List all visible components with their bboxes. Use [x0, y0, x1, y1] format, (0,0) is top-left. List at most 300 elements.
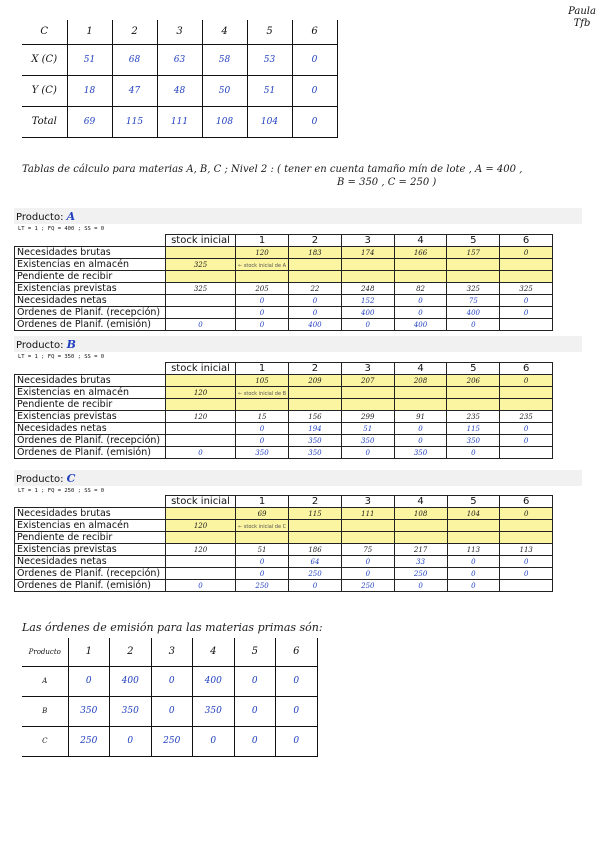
- mrp-value: 0: [198, 449, 203, 457]
- mrp-cell: [166, 411, 236, 423]
- mrp-cell: [166, 435, 236, 447]
- mrp-value: 0: [523, 377, 529, 385]
- table-row: [15, 508, 553, 520]
- mrp-column-header: 4: [394, 496, 447, 508]
- mrp-cell: [236, 283, 289, 295]
- mrp-cell: [394, 556, 447, 568]
- mrp-header-blank: [15, 496, 166, 508]
- mrp-cell: [500, 447, 553, 459]
- table-row: [15, 556, 553, 568]
- mrp-row-label: Necesidades brutas: [15, 375, 166, 387]
- mrp-column-header: 1: [236, 235, 289, 247]
- mrp-cell: [500, 520, 553, 532]
- mrp-cell: [236, 271, 289, 283]
- release-orders-table: [22, 638, 318, 757]
- table-row: [15, 520, 553, 532]
- mrp-cell: [341, 399, 394, 411]
- mrp-cell: [289, 580, 342, 592]
- mrp-cell: [500, 556, 553, 568]
- mrp-cell: [341, 259, 394, 271]
- mrp-value: 104: [466, 510, 481, 518]
- mrp-cell: [500, 295, 553, 307]
- mrp-cell: [341, 508, 394, 520]
- mrp-cell: [166, 580, 236, 592]
- table-row: [15, 295, 553, 307]
- mrp-value: 325: [193, 261, 208, 269]
- mrp-row-label: Necesidades brutas: [15, 508, 166, 520]
- table-row: [15, 580, 553, 592]
- mrp-cell: [289, 307, 342, 319]
- mrp-cell: [166, 271, 236, 283]
- table-row: [15, 532, 553, 544]
- mrp-value: 0: [259, 570, 265, 578]
- mrp-value: 325: [466, 285, 480, 293]
- mrp-value: 206: [466, 377, 481, 385]
- table-row: B 350 350 0 350 0 0: [22, 696, 317, 726]
- mrp-cell: [236, 295, 289, 307]
- mrp-value: 0: [471, 570, 476, 578]
- product-b-params: LT = 1 ; FQ = 350 ; SS = 0: [18, 354, 105, 360]
- mrp-value: 250: [308, 570, 322, 578]
- mrp-cell: [341, 283, 394, 295]
- mrp-value: 105: [255, 377, 269, 385]
- mrp-cell: [394, 295, 447, 307]
- mrp-value: 350: [308, 437, 322, 445]
- mrp-cell: [500, 319, 553, 331]
- mrp-value: 111: [361, 510, 375, 518]
- mrp-value: 350: [466, 437, 481, 445]
- mrp-row-label: Existencias previstas: [15, 411, 166, 423]
- stock-note: ← stock inicial de B: [238, 391, 287, 397]
- table-row: [15, 307, 553, 319]
- mrp-value: 250: [361, 582, 375, 590]
- product-c-params: LT = 1 ; FQ = 250 ; SS = 0: [18, 488, 105, 494]
- mrp-column-header: 6: [500, 363, 553, 375]
- mrp-cell: [236, 532, 289, 544]
- mrp-cell: [289, 568, 342, 580]
- mrp-cell: [341, 411, 394, 423]
- mrp-value: 15: [257, 413, 267, 421]
- mrp-cell: [341, 532, 394, 544]
- author-signature: Paula Tfb: [568, 6, 596, 29]
- mrp-column-header: 6: [500, 496, 553, 508]
- mrp-value: 120: [193, 389, 208, 397]
- mrp-value: 0: [471, 321, 476, 329]
- mrp-value: 400: [361, 309, 375, 317]
- mrp-cell: [394, 520, 447, 532]
- mrp-cell: [289, 447, 342, 459]
- mrp-column-header: stock inicial: [166, 235, 236, 247]
- mrp-value: 0: [259, 558, 265, 566]
- mrp-cell: [500, 508, 553, 520]
- mrp-value: 350: [308, 449, 322, 457]
- mrp-value: 51: [363, 425, 373, 433]
- mrp-value: 157: [466, 249, 480, 257]
- mrp-value: 235: [466, 413, 481, 421]
- mrp-cell: [447, 319, 500, 331]
- mrp-cell: [447, 247, 500, 259]
- mrp-cell: [236, 259, 289, 271]
- mrp-cell: [341, 319, 394, 331]
- table-row: X (C) 51 68 63 58 53 0: [22, 44, 337, 75]
- mrp-value: 209: [308, 377, 322, 385]
- mrp-cell: [341, 423, 394, 435]
- mrp-header-row: [15, 363, 553, 375]
- mrp-cell: [341, 271, 394, 283]
- mrp-cell: [447, 411, 500, 423]
- table-row: [15, 423, 553, 435]
- mrp-value: 350: [413, 449, 428, 457]
- mrp-value: 0: [418, 437, 423, 445]
- mrp-column-header: 1: [236, 363, 289, 375]
- mrp-cell: [447, 508, 500, 520]
- product-a-params: LT = 1 ; FQ = 400 ; SS = 0: [18, 226, 105, 232]
- mrp-value: 0: [418, 425, 423, 433]
- mrp-cell: [166, 508, 236, 520]
- mrp-cell: [447, 520, 500, 532]
- mrp-cell: [394, 375, 447, 387]
- mrp-cell: [394, 387, 447, 399]
- mrp-column-header: stock inicial: [166, 363, 236, 375]
- mrp-cell: [166, 259, 236, 271]
- mrp-cell: [341, 435, 394, 447]
- mrp-column-header: 2: [289, 363, 342, 375]
- mrp-cell: [166, 283, 236, 295]
- mrp-row-label: Existencias en almacén: [15, 259, 166, 271]
- mrp-cell: [341, 387, 394, 399]
- mrp-value: 0: [365, 570, 371, 578]
- mrp-value: 207: [361, 377, 375, 385]
- mrp-cell: [500, 580, 553, 592]
- mrp-cell: [236, 435, 289, 447]
- table-row: [15, 247, 553, 259]
- mrp-cell: [500, 423, 553, 435]
- mrp-cell: [500, 283, 553, 295]
- mrp-value: 75: [468, 297, 478, 305]
- mrp-value: 108: [413, 510, 428, 518]
- mrp-row-label: Existencias en almacén: [15, 520, 166, 532]
- mrp-value: 0: [365, 449, 370, 457]
- table-row: [15, 283, 553, 295]
- mrp-value: 0: [312, 309, 318, 317]
- mrp-cell: [394, 319, 447, 331]
- mrp-cell: [289, 556, 342, 568]
- mrp-column-header: 5: [447, 363, 500, 375]
- mrp-value: 156: [308, 413, 322, 421]
- mrp-cell: [236, 411, 289, 423]
- mrp-cell: [289, 544, 342, 556]
- mrp-value: 0: [523, 297, 529, 305]
- mrp-column-header: 4: [394, 363, 447, 375]
- mrp-cell: [394, 508, 447, 520]
- mrp-value: 0: [259, 437, 265, 445]
- mrp-cell: [447, 544, 500, 556]
- mrp-cell: [166, 387, 236, 399]
- mrp-column-header: 2: [289, 496, 342, 508]
- mrp-value: 0: [418, 309, 423, 317]
- mrp-cell: [341, 520, 394, 532]
- mrp-cell: [289, 247, 342, 259]
- mrp-cell: [289, 411, 342, 423]
- mrp-column-header: 6: [500, 235, 553, 247]
- mrp-row-label: Órdenes de Planif. (recepción): [15, 435, 166, 447]
- table-row: [15, 259, 553, 271]
- mrp-value: 0: [523, 510, 529, 518]
- mrp-row-label: Órdenes de Planif. (emisión): [15, 319, 166, 331]
- mrp-column-header: 3: [341, 363, 394, 375]
- mrp-cell: [447, 556, 500, 568]
- table-row: [15, 447, 553, 459]
- mrp-cell: [236, 423, 289, 435]
- mrp-cell: [236, 247, 289, 259]
- mrp-cell: [289, 387, 342, 399]
- mrp-cell: [236, 319, 289, 331]
- mrp-cell: [166, 423, 236, 435]
- mrp-cell: [447, 283, 500, 295]
- stock-note: ← stock inicial de C: [238, 524, 287, 530]
- mrp-column-header: 4: [394, 235, 447, 247]
- mrp-value: 166: [413, 249, 428, 257]
- mrp-value: 0: [198, 582, 203, 590]
- mrp-cell: [341, 375, 394, 387]
- mrp-value: 152: [361, 297, 375, 305]
- mrp-cell: [236, 508, 289, 520]
- mrp-cell: [341, 580, 394, 592]
- mrp-cell: [289, 271, 342, 283]
- mrp-cell: [289, 295, 342, 307]
- mrp-row-label: Existencias previstas: [15, 544, 166, 556]
- mrp-cell: [394, 399, 447, 411]
- mrp-value: 183: [308, 249, 322, 257]
- table-header-row: Producto 1 2 3 4 5 6: [22, 638, 317, 666]
- table-row: [15, 271, 553, 283]
- mrp-row-label: Existencias previstas: [15, 283, 166, 295]
- mrp-value: 235: [519, 413, 533, 421]
- mrp-row-label: Pendiente de recibir: [15, 532, 166, 544]
- mrp-value: 0: [471, 449, 476, 457]
- mrp-value: 91: [416, 413, 425, 421]
- mrp-value: 64: [310, 558, 320, 566]
- mrp-value: 0: [259, 425, 265, 433]
- mrp-cell: [166, 319, 236, 331]
- mrp-column-header: 1: [236, 496, 289, 508]
- mrp-cell: [394, 544, 447, 556]
- mrp-row-label: Necesidades brutas: [15, 247, 166, 259]
- mrp-cell: [341, 447, 394, 459]
- mrp-value: 0: [523, 558, 529, 566]
- mrp-cell: [236, 447, 289, 459]
- mrp-cell: [500, 568, 553, 580]
- mrp-cell: [447, 399, 500, 411]
- table-row: [15, 399, 553, 411]
- mrp-cell: [236, 307, 289, 319]
- mrp-row-label: Necesidades netas: [15, 423, 166, 435]
- mrp-value: 0: [198, 321, 203, 329]
- mrp-cell: [166, 295, 236, 307]
- mrp-row-label: Pendiente de recibir: [15, 271, 166, 283]
- table-row: [15, 544, 553, 556]
- table-row: Total 69 115 111 108 104 0: [22, 106, 337, 137]
- mrp-cell: [447, 259, 500, 271]
- mrp-cell: [394, 580, 447, 592]
- mrp-cell: [289, 375, 342, 387]
- mrp-value: 0: [259, 309, 265, 317]
- mrp-value: 0: [259, 297, 265, 305]
- mrp-cell: [394, 447, 447, 459]
- component-c-requirements-table: [22, 20, 338, 138]
- mrp-value: 113: [466, 546, 481, 554]
- mrp-value: 194: [308, 425, 322, 433]
- mrp-cell: [447, 295, 500, 307]
- mrp-value: 350: [361, 437, 375, 445]
- mrp-column-header: 5: [447, 235, 500, 247]
- mrp-value: 0: [365, 558, 371, 566]
- mrp-table-product-b: [14, 362, 553, 459]
- table-row: [15, 568, 553, 580]
- mrp-cell: [166, 247, 236, 259]
- mrp-column-header: 5: [447, 496, 500, 508]
- product-a-header: Producto: A: [14, 208, 582, 224]
- mrp-value: 217: [413, 546, 428, 554]
- calculation-note: Tablas de cálculo para materias A, B, C ; Nivel 2 : ( tener en cuenta tamaño mín de lote , A = 400 , B = 350 , C = 250 ): [22, 164, 523, 188]
- mrp-row-label: Órdenes de Planif. (recepción): [15, 307, 166, 319]
- mrp-value: 33: [416, 558, 426, 566]
- mrp-cell: [447, 375, 500, 387]
- mrp-column-header: 3: [341, 496, 394, 508]
- mrp-cell: [341, 556, 394, 568]
- mrp-value: 248: [361, 285, 375, 293]
- table-row: [15, 375, 553, 387]
- table-row: C 250 0 250 0 0 0: [22, 726, 317, 756]
- mrp-header-row: [15, 235, 553, 247]
- mrp-header-row: [15, 496, 553, 508]
- mrp-value: 113: [519, 546, 533, 554]
- mrp-cell: [166, 532, 236, 544]
- mrp-cell: [447, 423, 500, 435]
- mrp-cell: [447, 387, 500, 399]
- stock-note: ← stock inicial de A: [238, 263, 287, 269]
- table-row: A 0 400 0 400 0 0: [22, 666, 317, 696]
- mrp-column-header: 3: [341, 235, 394, 247]
- mrp-cell: [289, 532, 342, 544]
- mrp-value: 75: [363, 546, 373, 554]
- mrp-value: 400: [466, 309, 480, 317]
- mrp-cell: [394, 307, 447, 319]
- mrp-cell: [394, 283, 447, 295]
- mrp-value: 400: [308, 321, 322, 329]
- mrp-header-blank: [15, 363, 166, 375]
- mrp-value: 0: [418, 582, 423, 590]
- mrp-cell: [394, 271, 447, 283]
- mrp-value: 205: [255, 285, 269, 293]
- mrp-value: 82: [416, 285, 425, 293]
- mrp-value: 325: [193, 285, 208, 293]
- mrp-cell: [447, 271, 500, 283]
- mrp-cell: [394, 423, 447, 435]
- mrp-value: 208: [413, 377, 428, 385]
- mrp-value: 120: [255, 249, 269, 257]
- mrp-cell: [166, 568, 236, 580]
- mrp-row-label: Órdenes de Planif. (recepción): [15, 568, 166, 580]
- mrp-value: 400: [413, 321, 428, 329]
- table-header-row: C 1 2 3 4 5 6: [22, 20, 337, 44]
- mrp-value: 0: [523, 425, 529, 433]
- mrp-cell: [500, 532, 553, 544]
- mrp-cell: [394, 259, 447, 271]
- mrp-value: 0: [471, 558, 476, 566]
- mrp-value: 350: [255, 449, 269, 457]
- mrp-cell: [166, 375, 236, 387]
- mrp-cell: [394, 247, 447, 259]
- mrp-table-product-c: [14, 495, 553, 592]
- mrp-value: 250: [413, 570, 428, 578]
- mrp-cell: [236, 556, 289, 568]
- mrp-cell: [341, 544, 394, 556]
- mrp-cell: [447, 435, 500, 447]
- orders-title: Las órdenes de emisión para las materias primas són:: [22, 621, 323, 634]
- mrp-value: 120: [193, 522, 208, 530]
- mrp-value: 120: [193, 413, 208, 421]
- table-row: [15, 387, 553, 399]
- mrp-cell: [289, 423, 342, 435]
- mrp-cell: [236, 520, 289, 532]
- mrp-cell: [166, 520, 236, 532]
- mrp-cell: [394, 532, 447, 544]
- mrp-cell: [500, 544, 553, 556]
- mrp-value: 0: [523, 249, 529, 257]
- mrp-header-blank: [15, 235, 166, 247]
- mrp-table-product-a: [14, 234, 553, 331]
- mrp-cell: [500, 375, 553, 387]
- product-b-header: Producto: B: [14, 336, 582, 352]
- product-c-header: Producto: C: [14, 470, 582, 486]
- mrp-cell: [447, 580, 500, 592]
- mrp-value: 115: [308, 510, 322, 518]
- mrp-cell: [447, 568, 500, 580]
- mrp-value: 0: [259, 321, 265, 329]
- mrp-cell: [166, 544, 236, 556]
- mrp-cell: [500, 259, 553, 271]
- mrp-value: 0: [312, 297, 318, 305]
- mrp-value: 174: [361, 249, 375, 257]
- mrp-cell: [236, 399, 289, 411]
- mrp-value: 69: [257, 510, 267, 518]
- mrp-cell: [236, 375, 289, 387]
- mrp-cell: [394, 411, 447, 423]
- mrp-cell: [236, 580, 289, 592]
- mrp-cell: [166, 447, 236, 459]
- mrp-value: 0: [523, 437, 529, 445]
- mrp-cell: [289, 283, 342, 295]
- mrp-cell: [500, 411, 553, 423]
- mrp-cell: [166, 307, 236, 319]
- mrp-value: 115: [466, 425, 481, 433]
- mrp-cell: [500, 399, 553, 411]
- mrp-column-header: 2: [289, 235, 342, 247]
- mrp-row-label: Órdenes de Planif. (emisión): [15, 447, 166, 459]
- mrp-cell: [341, 247, 394, 259]
- mrp-cell: [341, 307, 394, 319]
- mrp-value: 51: [257, 546, 267, 554]
- mrp-row-label: Órdenes de Planif. (emisión): [15, 580, 166, 592]
- mrp-cell: [500, 387, 553, 399]
- mrp-value: 120: [193, 546, 208, 554]
- mrp-row-label: Pendiente de recibir: [15, 399, 166, 411]
- mrp-cell: [447, 447, 500, 459]
- mrp-cell: [289, 508, 342, 520]
- mrp-value: 0: [365, 321, 370, 329]
- mrp-cell: [289, 520, 342, 532]
